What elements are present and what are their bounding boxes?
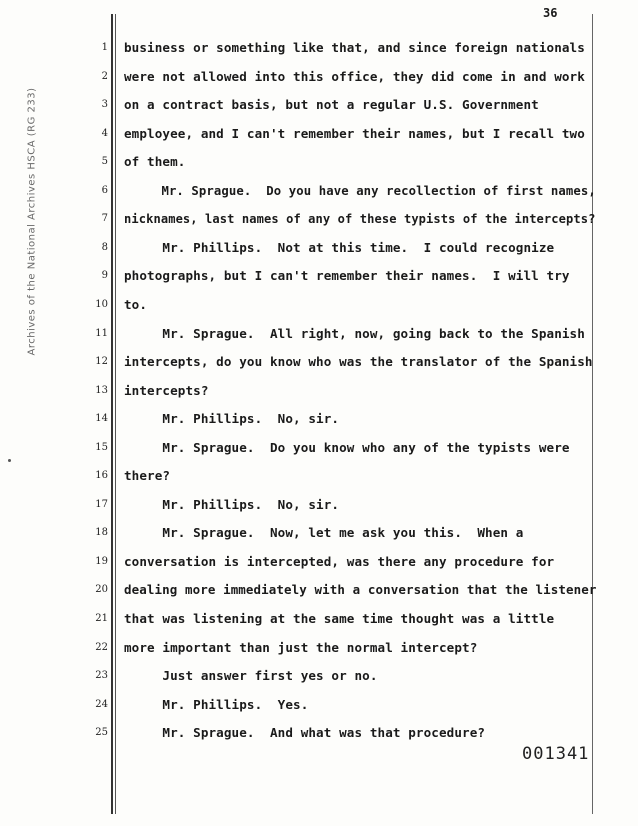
scan-speck bbox=[8, 459, 11, 462]
line-number: 23 bbox=[95, 670, 108, 682]
transcript-line: Mr. Phillips. No, sir. bbox=[124, 411, 340, 427]
transcript-line: dealing more immediately with a conversation that the listener bbox=[124, 582, 597, 598]
transcript-line: intercepts, do you know who was the translator of the Spanish bbox=[124, 354, 593, 370]
transcript-line: to. bbox=[124, 296, 148, 312]
line-number: 22 bbox=[95, 641, 108, 653]
line-number: 8 bbox=[101, 241, 108, 253]
transcript-line: on a contract basis, but not a regular U.S. Government bbox=[124, 97, 539, 113]
transcript-line: Mr. Sprague. And what was that procedure? bbox=[124, 725, 486, 741]
line-number: 14 bbox=[95, 413, 108, 425]
transcript-line: conversation is intercepted, was there any procedure for bbox=[124, 553, 555, 569]
line-number: 17 bbox=[95, 498, 108, 510]
line-number: 12 bbox=[95, 356, 108, 368]
line-number: 11 bbox=[95, 327, 108, 339]
line-number: 16 bbox=[95, 470, 108, 482]
line-number: 2 bbox=[101, 70, 108, 82]
line-number: 9 bbox=[101, 270, 108, 282]
line-number: 21 bbox=[95, 613, 108, 624]
transcript-line: intercepts? bbox=[124, 382, 209, 398]
transcript-line: there? bbox=[124, 468, 171, 484]
transcript-line: Mr. Sprague. Do you have any recollection of first names, bbox=[124, 182, 596, 198]
line-number: 18 bbox=[95, 527, 108, 539]
line-number: 15 bbox=[95, 441, 108, 453]
right-margin-rule bbox=[592, 14, 593, 814]
page-number: 36 bbox=[543, 6, 558, 20]
line-number: 10 bbox=[95, 298, 108, 310]
transcript-line: nicknames, last names of any of these typists of the intercepts? bbox=[124, 211, 596, 227]
line-number: 7 bbox=[101, 213, 108, 225]
transcript-line: were not allowed into this office, they did come in and work bbox=[124, 68, 585, 84]
transcript-line: Mr. Phillips. Yes. bbox=[124, 696, 309, 712]
line-number: 4 bbox=[101, 127, 108, 139]
transcript-line: Mr. Phillips. No, sir. bbox=[124, 496, 340, 512]
transcript-line: Mr. Sprague. All right, now, going back to the Spanish bbox=[124, 325, 585, 341]
line-number: 24 bbox=[95, 698, 108, 710]
transcript-line: photographs, but I can't remember their names. I will try bbox=[124, 268, 570, 284]
line-number: 13 bbox=[95, 384, 108, 396]
transcript-line: Mr. Phillips. Not at this time. I could recognize bbox=[124, 239, 555, 255]
transcript-line: of them. bbox=[124, 154, 186, 170]
line-number: 20 bbox=[95, 584, 108, 596]
transcript-line: employee, and I can't remember their names, but I recall two bbox=[124, 125, 585, 141]
left-margin-rule bbox=[111, 14, 113, 814]
line-number: 25 bbox=[95, 727, 108, 739]
transcript-line: Mr. Sprague. Do you know who any of the typists were bbox=[124, 439, 570, 455]
line-number: 1 bbox=[101, 42, 108, 53]
transcript-line: Just answer first yes or no. bbox=[124, 668, 378, 684]
transcript-line: that was listening at the same time thought was a little bbox=[124, 611, 555, 626]
document-id-stamp: 001341 bbox=[522, 744, 590, 764]
line-number: 6 bbox=[101, 184, 108, 196]
line-number: 19 bbox=[95, 555, 108, 567]
line-number: 3 bbox=[101, 99, 108, 111]
transcript-line: business or something like that, and since foreign nationals bbox=[124, 40, 585, 55]
left-margin-rule-inner bbox=[115, 14, 116, 814]
transcript-line: Mr. Sprague. Now, let me ask you this. When a bbox=[124, 525, 524, 541]
archive-margin-stamp: Archives of the National Archives HSCA (RG 233) bbox=[26, 87, 38, 356]
transcript-line: more important than just the normal intercept? bbox=[124, 639, 478, 655]
line-number: 5 bbox=[101, 156, 108, 168]
